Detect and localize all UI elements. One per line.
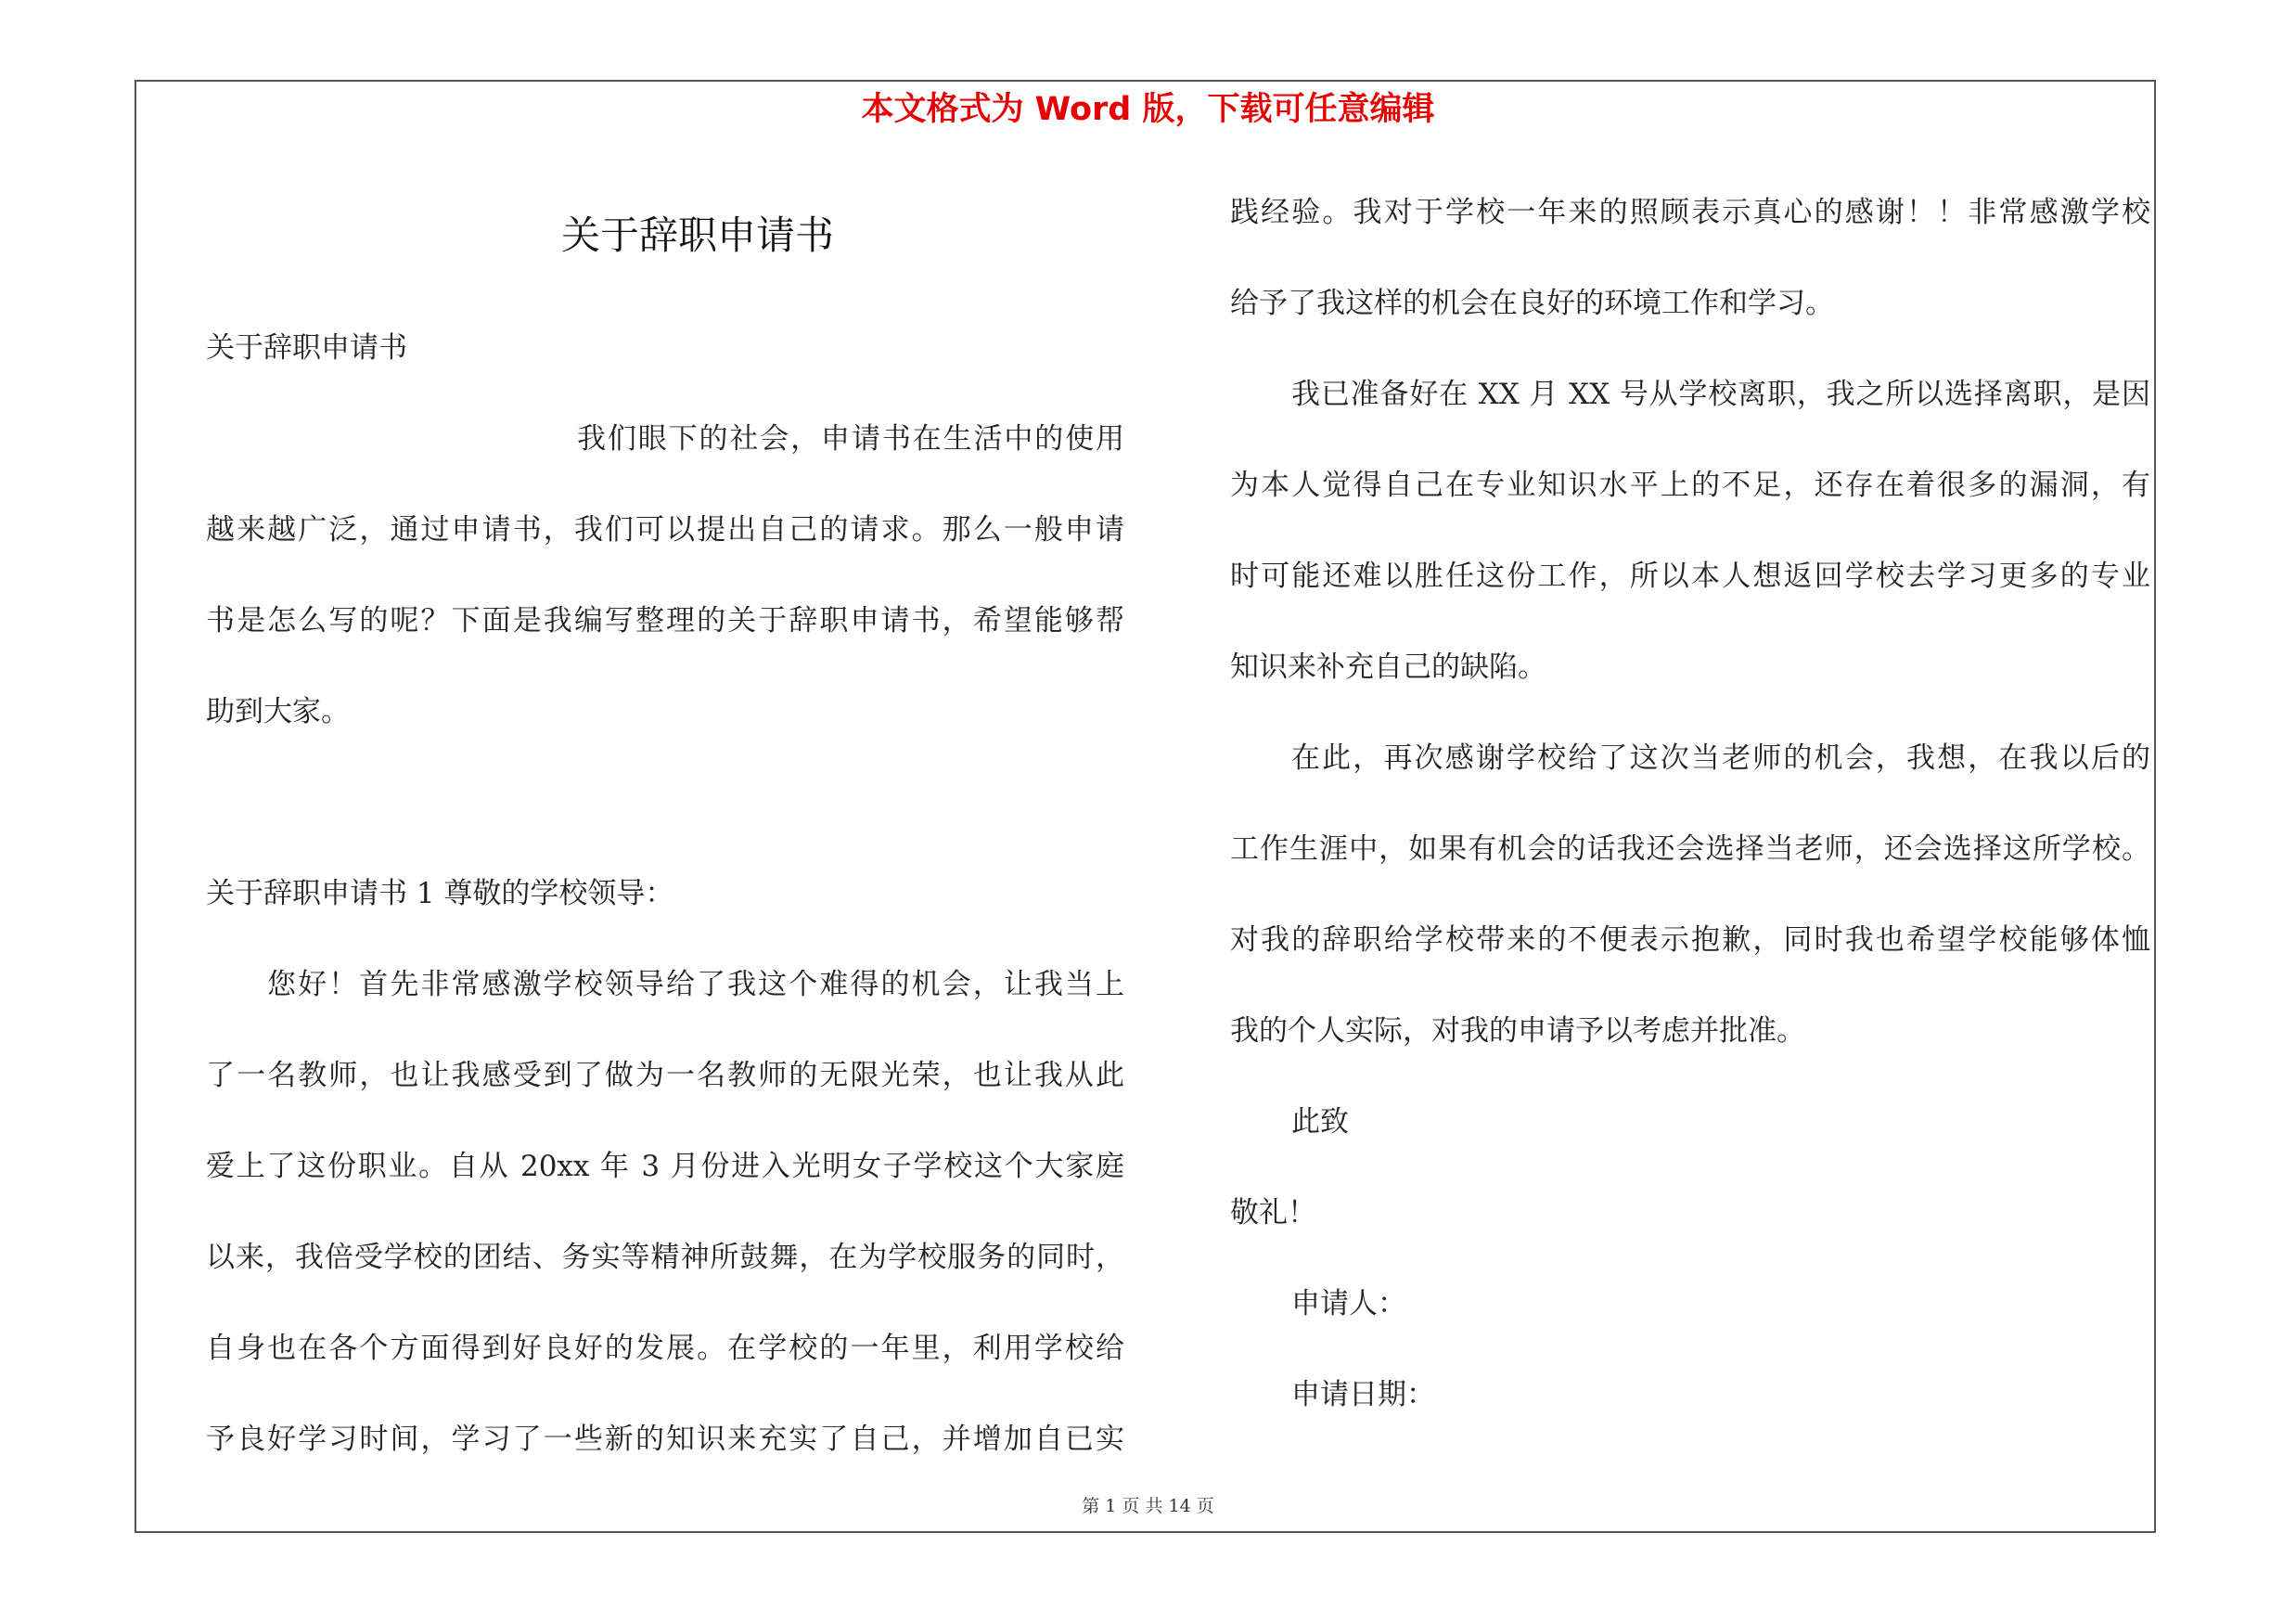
text-line: 敬礼！ (1230, 1196, 1316, 1230)
text-line: 为本人觉得自己在专业知识水平上的不足，还存在着很多的漏洞，有 (1230, 469, 2150, 502)
text-line: 申请人： (1291, 1287, 1406, 1320)
text-line: 予良好学习时间，学习了一些新的知识来充实了自己，并增加自已实 (206, 1423, 1124, 1456)
text-line: 我们眼下的社会，申请书在生活中的使用 (577, 422, 1124, 456)
document-title: 关于辞职申请书 (560, 213, 834, 258)
text-line: 助到大家。 (206, 695, 350, 728)
text-line (206, 757, 1124, 848)
text-line: 对我的辞职给学校带来的不便表示抱歉，同时我也希望学校能够体恤 (1230, 923, 2150, 957)
text-line: 工作生涯中，如果有机会的话我还会选择当老师，还会选择这所学校。 (1230, 832, 2150, 866)
left-text-column (206, 303, 1124, 1485)
text-line: 知识来补充自己的缺陷。 (1230, 650, 1546, 684)
text-line: 以来，我倍受学校的团结、务实等精神所鼓舞，在为学校服务的同时， (206, 1241, 1124, 1274)
text-line: 您好！首先非常感激学校领导给了我这个难得的机会，让我当上 (267, 968, 1124, 1001)
text-line: 关于辞职申请书 1 尊敬的学校领导： (206, 877, 674, 910)
text-line: 在此，再次感谢学校给了这次当老师的机会，我想，在我以后的 (1291, 741, 2150, 775)
text-line: 我已准备好在 XX 月 XX 号从学校离职，我之所以选择离职，是因 (1291, 378, 2150, 411)
text-line: 我的个人实际，对我的申请予以考虑并批准。 (1230, 1014, 1805, 1048)
text-line: 给予了我这样的机会在良好的环境工作和学习。 (1230, 287, 1834, 320)
text-line: 践经验。我对于学校一年来的照顾表示真心的感谢！！非常感激学校 (1230, 196, 2150, 229)
text-line: 申请日期： (1291, 1378, 1435, 1411)
page-number: 第 1 页 共 14 页 (1082, 1496, 1214, 1516)
text-line: 书是怎么写的呢？下面是我编写整理的关于辞职申请书，希望能够帮 (206, 604, 1124, 638)
format-banner: 本文格式为 Word 版，下载可任意编辑 (861, 91, 1435, 128)
text-line: 时可能还难以胜任这份工作，所以本人想返回学校去学习更多的专业 (1230, 560, 2150, 593)
text-line: 爱上了这份职业。自从 20xx 年 3 月份进入光明女子学校这个大家庭 (206, 1150, 1124, 1183)
text-line: 关于辞职申请书 (206, 331, 407, 365)
text-line: 自身也在各个方面得到好良好的发展。在学校的一年里，利用学校给 (206, 1332, 1124, 1365)
text-line: 了一名教师，也让我感受到了做为一名教师的无限光荣，也让我从此 (206, 1059, 1124, 1092)
right-text-column (1230, 167, 2150, 1440)
text-line: 此致 (1291, 1105, 1349, 1139)
text-line: 越来越广泛，通过申请书，我们可以提出自己的请求。那么一般申请 (206, 513, 1124, 547)
